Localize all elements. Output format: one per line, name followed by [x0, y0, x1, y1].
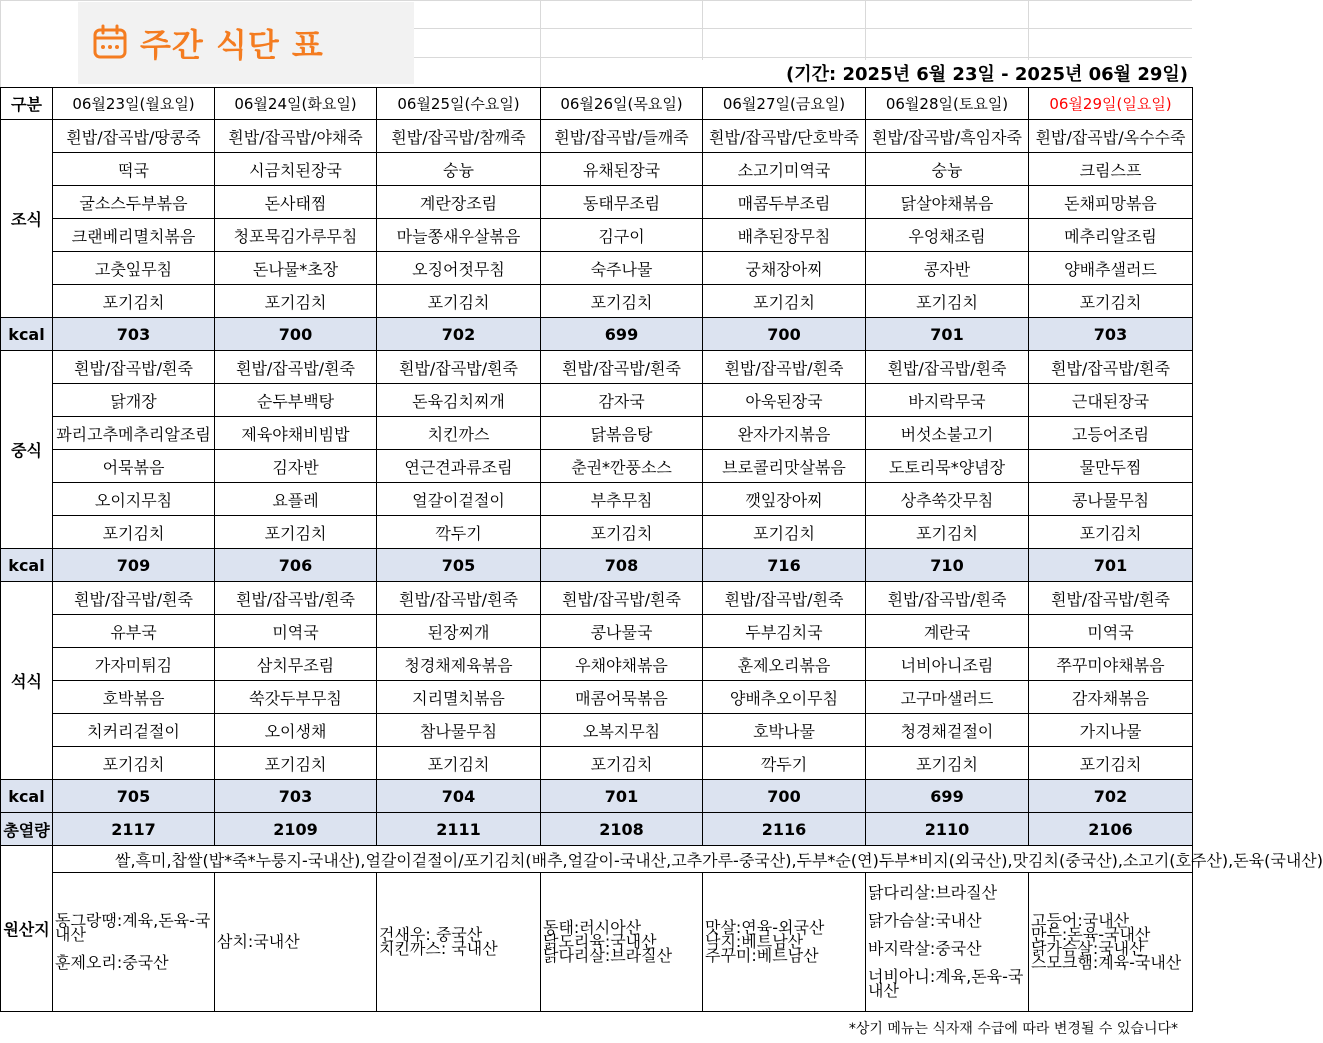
menu-item: 치커리겉절이	[53, 714, 215, 747]
menu-item: 마늘쫑새우살볶음	[377, 219, 541, 252]
menu-item: 포기김치	[1029, 285, 1193, 318]
menu-item: 흰밥/잡곡밥/흰죽	[541, 582, 703, 615]
kcal-value: 716	[703, 549, 866, 582]
menu-item: 흰밥/잡곡밥/흰죽	[866, 582, 1029, 615]
origin-line: 낙지:베트남산	[705, 932, 804, 951]
menu-item: 포기김치	[541, 747, 703, 780]
menu-row	[1, 186, 1193, 219]
day-header: 06월26일(목요일)	[541, 88, 703, 120]
menu-item: 메추리알조림	[1029, 219, 1193, 252]
menu-item: 포기김치	[866, 285, 1029, 318]
menu-row	[1, 648, 1193, 681]
menu-item: 흰밥/잡곡밥/흑임자죽	[866, 120, 1029, 153]
menu-item: 숭늉	[866, 153, 1029, 186]
menu-item: 감자국	[541, 384, 703, 417]
origin-day	[703, 873, 866, 1012]
menu-item: 크림스프	[1029, 153, 1193, 186]
menu-item: 상추쑥갓무침	[866, 483, 1029, 516]
menu-item: 닭볶음탕	[541, 417, 703, 450]
menu-row	[1, 351, 1193, 384]
menu-row	[1, 252, 1193, 285]
menu-row	[1, 153, 1193, 186]
menu-item: 삼치무조림	[215, 648, 377, 681]
origin-line: 맛살:연육-외국산	[705, 918, 825, 937]
menu-item: 버섯소불고기	[866, 417, 1029, 450]
menu-row	[1, 120, 1193, 153]
kcal-value: 701	[866, 318, 1029, 351]
menu-item: 포기김치	[541, 285, 703, 318]
menu-item: 오이생채	[215, 714, 377, 747]
menu-item: 양배추오이무침	[703, 681, 866, 714]
total-value: 2106	[1029, 813, 1193, 846]
page-title: 주간 식단 표	[140, 26, 324, 64]
origin-line: 동그랑땡:계육,돈육-국내산	[55, 911, 211, 944]
menu-item: 흰밥/잡곡밥/단호박죽	[703, 120, 866, 153]
menu-item: 포기김치	[541, 516, 703, 549]
menu-item: 양배추샐러드	[1029, 252, 1193, 285]
menu-item: 닭개장	[53, 384, 215, 417]
menu-item: 오징어젓무침	[377, 252, 541, 285]
origin-line: 너비아니:계육,돈육-국내산	[868, 967, 1024, 1000]
menu-item: 된장찌개	[377, 615, 541, 648]
menu-item: 흰밥/잡곡밥/들깨죽	[541, 120, 703, 153]
total-row	[1, 813, 1193, 846]
menu-item: 흰밥/잡곡밥/흰죽	[866, 351, 1029, 384]
kcal-row	[1, 780, 1193, 813]
origin-line: 닭도리육:국내산	[543, 932, 657, 951]
menu-item: 흰밥/잡곡밥/흰죽	[377, 582, 541, 615]
menu-item: 시금치된장국	[215, 153, 377, 186]
menu-item: 크랜베리멸치볶음	[53, 219, 215, 252]
menu-item: 콩나물무침	[1029, 483, 1193, 516]
menu-item: 연근견과류조림	[377, 450, 541, 483]
origin-day	[53, 873, 215, 1012]
menu-item: 훈제오리볶음	[703, 648, 866, 681]
menu-item: 흰밥/잡곡밥/땅콩죽	[53, 120, 215, 153]
menu-item: 흰밥/잡곡밥/흰죽	[215, 582, 377, 615]
menu-row	[1, 681, 1193, 714]
menu-item: 계란장조림	[377, 186, 541, 219]
menu-row	[1, 483, 1193, 516]
total-value: 2116	[703, 813, 866, 846]
menu-item: 콩나물국	[541, 615, 703, 648]
menu-item: 포기김치	[53, 516, 215, 549]
origin-line: 건새우: 중국산	[379, 925, 483, 944]
menu-row	[1, 714, 1193, 747]
kcal-value: 704	[377, 780, 541, 813]
menu-item: 김자반	[215, 450, 377, 483]
kcal-value: 705	[377, 549, 541, 582]
menu-item: 아욱된장국	[703, 384, 866, 417]
menu-item: 오복지무침	[541, 714, 703, 747]
menu-item: 계란국	[866, 615, 1029, 648]
kcal-value: 701	[541, 780, 703, 813]
menu-item: 포기김치	[866, 516, 1029, 549]
kcal-value: 703	[215, 780, 377, 813]
menu-item: 가자미튀김	[53, 648, 215, 681]
menu-item: 쭈꾸미야채볶음	[1029, 648, 1193, 681]
menu-item: 돈나물*초장	[215, 252, 377, 285]
menu-item: 포기김치	[215, 285, 377, 318]
menu-row	[1, 582, 1193, 615]
kcal-value: 700	[703, 780, 866, 813]
menu-item: 호박볶음	[53, 681, 215, 714]
menu-item: 흰밥/잡곡밥/야채죽	[215, 120, 377, 153]
kcal-value: 701	[1029, 549, 1193, 582]
kcal-label: kcal	[1, 549, 53, 582]
origin-day	[866, 873, 1029, 1012]
menu-item: 돈사태찜	[215, 186, 377, 219]
menu-row	[1, 615, 1193, 648]
origin-line: 만두:돈육-국내산	[1031, 925, 1151, 944]
menu-item: 깍두기	[703, 747, 866, 780]
menu-item: 소고기미역국	[703, 153, 866, 186]
kcal-value: 699	[541, 318, 703, 351]
kcal-row	[1, 318, 1193, 351]
origin-common: 쌀,흑미,찹쌀(밥*죽*누룽지-국내산),얼갈이겉절이/포기김치(배추,얼갈이-국내산,고추가루-중국산),두부*순(연)두부*비지(외국산),맛김치(중국산),소고기(호주산),돈육(국내산)	[53, 846, 1193, 873]
day-header: 06월23일(월요일)	[53, 88, 215, 120]
kcal-value: 710	[866, 549, 1029, 582]
menu-item: 포기김치	[377, 285, 541, 318]
menu-row	[1, 417, 1193, 450]
menu-item: 물만두찜	[1029, 450, 1193, 483]
menu-item: 제육야채비빔밥	[215, 417, 377, 450]
origin-line: 바지락살:중국산	[868, 939, 982, 958]
header-label: 구분	[1, 88, 53, 120]
menu-item: 동태무조림	[541, 186, 703, 219]
origin-line: 닭다리살:브라질산	[868, 883, 998, 902]
menu-item: 지리멸치볶음	[377, 681, 541, 714]
menu-item: 호박나물	[703, 714, 866, 747]
origin-row	[1, 846, 1193, 873]
menu-item: 숭늉	[377, 153, 541, 186]
menu-item: 우엉채조림	[866, 219, 1029, 252]
menu-item: 오이지무침	[53, 483, 215, 516]
menu-item: 포기김치	[53, 747, 215, 780]
kcal-value: 702	[377, 318, 541, 351]
menu-item: 미역국	[1029, 615, 1193, 648]
menu-item: 흰밥/잡곡밥/흰죽	[215, 351, 377, 384]
menu-item: 흰밥/잡곡밥/흰죽	[1029, 351, 1193, 384]
menu-item: 근대된장국	[1029, 384, 1193, 417]
menu-row	[1, 747, 1193, 780]
kcal-value: 705	[53, 780, 215, 813]
day-header: 06월25일(수요일)	[377, 88, 541, 120]
menu-item: 숙주나물	[541, 252, 703, 285]
origin-line: 삼치:국내산	[217, 932, 300, 951]
total-value: 2111	[377, 813, 541, 846]
kcal-row	[1, 549, 1193, 582]
menu-item: 청포묵김가루무침	[215, 219, 377, 252]
kcal-value: 703	[1029, 318, 1193, 351]
kcal-value: 700	[703, 318, 866, 351]
menu-item: 어묵볶음	[53, 450, 215, 483]
menu-item: 깍두기	[377, 516, 541, 549]
menu-item: 미역국	[215, 615, 377, 648]
total-label: 총열량	[1, 813, 53, 846]
origin-line: 닭다리살:브라질산	[543, 946, 673, 965]
origin-line: 동태:러시아산	[543, 918, 642, 937]
origin-day	[377, 873, 541, 1012]
kcal-label: kcal	[1, 780, 53, 813]
menu-item: 배추된장무침	[703, 219, 866, 252]
menu-item: 우채야채볶음	[541, 648, 703, 681]
menu-item: 굴소스두부볶음	[53, 186, 215, 219]
menu-item: 흰밥/잡곡밥/옥수수죽	[1029, 120, 1193, 153]
menu-item: 흰밥/잡곡밥/참깨죽	[377, 120, 541, 153]
kcal-value: 706	[215, 549, 377, 582]
menu-item: 요플레	[215, 483, 377, 516]
menu-row	[1, 450, 1193, 483]
kcal-value: 708	[541, 549, 703, 582]
kcal-value: 709	[53, 549, 215, 582]
menu-item: 포기김치	[703, 285, 866, 318]
origin-day	[1029, 873, 1193, 1012]
menu-item: 참나물무침	[377, 714, 541, 747]
menu-item: 청경채제육볶음	[377, 648, 541, 681]
menu-item: 흰밥/잡곡밥/흰죽	[1029, 582, 1193, 615]
day-header: 06월29일(일요일)	[1029, 88, 1193, 120]
period-text: (기간: 2025년 6월 23일 - 2025년 06월 29일)	[786, 64, 1188, 85]
menu-item: 매콤어묵볶음	[541, 681, 703, 714]
menu-row	[1, 384, 1193, 417]
menu-item: 포기김치	[703, 516, 866, 549]
menu-item: 흰밥/잡곡밥/흰죽	[53, 351, 215, 384]
day-header: 06월24일(화요일)	[215, 88, 377, 120]
kcal-value: 702	[1029, 780, 1193, 813]
menu-item: 돈육김치찌개	[377, 384, 541, 417]
origin-line: 주꾸미:베트남산	[705, 946, 819, 965]
menu-item: 쑥갓두부무침	[215, 681, 377, 714]
menu-item: 흰밥/잡곡밥/흰죽	[703, 351, 866, 384]
menu-row	[1, 219, 1193, 252]
total-value: 2117	[53, 813, 215, 846]
menu-item: 포기김치	[377, 747, 541, 780]
meal-label: 조식	[1, 120, 53, 318]
menu-item: 돈채피망볶음	[1029, 186, 1193, 219]
total-value: 2109	[215, 813, 377, 846]
menu-item: 바지락무국	[866, 384, 1029, 417]
menu-row	[1, 285, 1193, 318]
menu-item: 김구이	[541, 219, 703, 252]
origin-day	[541, 873, 703, 1012]
meal-label: 석식	[1, 582, 53, 780]
menu-item: 순두부백탕	[215, 384, 377, 417]
menu-item: 청경채겉절이	[866, 714, 1029, 747]
header-row	[1, 88, 1193, 120]
menu-item: 포기김치	[1029, 747, 1193, 780]
calendar-icon	[92, 24, 128, 60]
menu-item: 흰밥/잡곡밥/흰죽	[703, 582, 866, 615]
menu-item: 유채된장국	[541, 153, 703, 186]
menu-item: 가지나물	[1029, 714, 1193, 747]
menu-item: 도토리묵*양념장	[866, 450, 1029, 483]
menu-item: 흰밥/잡곡밥/흰죽	[541, 351, 703, 384]
menu-item: 완자가지볶음	[703, 417, 866, 450]
menu-item: 유부국	[53, 615, 215, 648]
total-value: 2110	[866, 813, 1029, 846]
menu-row	[1, 516, 1193, 549]
kcal-label: kcal	[1, 318, 53, 351]
menu-item: 포기김치	[215, 516, 377, 549]
menu-item: 포기김치	[1029, 516, 1193, 549]
menu-item: 고등어조림	[1029, 417, 1193, 450]
menu-item: 얼갈이겉절이	[377, 483, 541, 516]
menu-item: 부추무침	[541, 483, 703, 516]
origin-line: 훈제오리:중국산	[55, 953, 169, 972]
menu-item: 꽈리고추메추리알조림	[53, 417, 215, 450]
menu-item: 떡국	[53, 153, 215, 186]
origin-label: 원산지	[1, 846, 53, 1012]
menu-item: 포기김치	[215, 747, 377, 780]
menu-item: 치킨까스	[377, 417, 541, 450]
menu-item: 콩자반	[866, 252, 1029, 285]
origin-line: 스모크햄:계육-국내산	[1031, 953, 1182, 972]
origin-line: 닭가슴살:국내산	[1031, 939, 1145, 958]
menu-item: 브로콜리맛살볶음	[703, 450, 866, 483]
origin-line: 닭가슴살:국내산	[868, 911, 982, 930]
menu-item: 감자채볶음	[1029, 681, 1193, 714]
kcal-value: 700	[215, 318, 377, 351]
menu-item: 춘권*깐풍소스	[541, 450, 703, 483]
menu-item: 고춧잎무침	[53, 252, 215, 285]
menu-table	[0, 87, 1323, 1012]
menu-item: 깻잎장아찌	[703, 483, 866, 516]
origin-detail-row	[1, 873, 1193, 1012]
menu-item: 닭살야채볶음	[866, 186, 1029, 219]
menu-item: 흰밥/잡곡밥/흰죽	[53, 582, 215, 615]
menu-item: 궁채장아찌	[703, 252, 866, 285]
kcal-value: 703	[53, 318, 215, 351]
menu-item: 두부김치국	[703, 615, 866, 648]
origin-line: 치킨까스: 국내산	[379, 939, 498, 958]
day-header: 06월27일(금요일)	[703, 88, 866, 120]
menu-item: 매콤두부조림	[703, 186, 866, 219]
menu-item: 흰밥/잡곡밥/흰죽	[377, 351, 541, 384]
origin-line: 고등어:국내산	[1031, 911, 1130, 930]
meal-label: 중식	[1, 351, 53, 549]
menu-item: 너비아니조림	[866, 648, 1029, 681]
menu-item: 포기김치	[53, 285, 215, 318]
day-header: 06월28일(토요일)	[866, 88, 1029, 120]
menu-item: 고구마샐러드	[866, 681, 1029, 714]
footnote: *상기 메뉴는 식자재 수급에 따라 변경될 수 있습니다*	[848, 1021, 1178, 1037]
menu-item: 포기김치	[866, 747, 1029, 780]
total-value: 2108	[541, 813, 703, 846]
origin-day	[215, 873, 377, 1012]
kcal-value: 699	[866, 780, 1029, 813]
